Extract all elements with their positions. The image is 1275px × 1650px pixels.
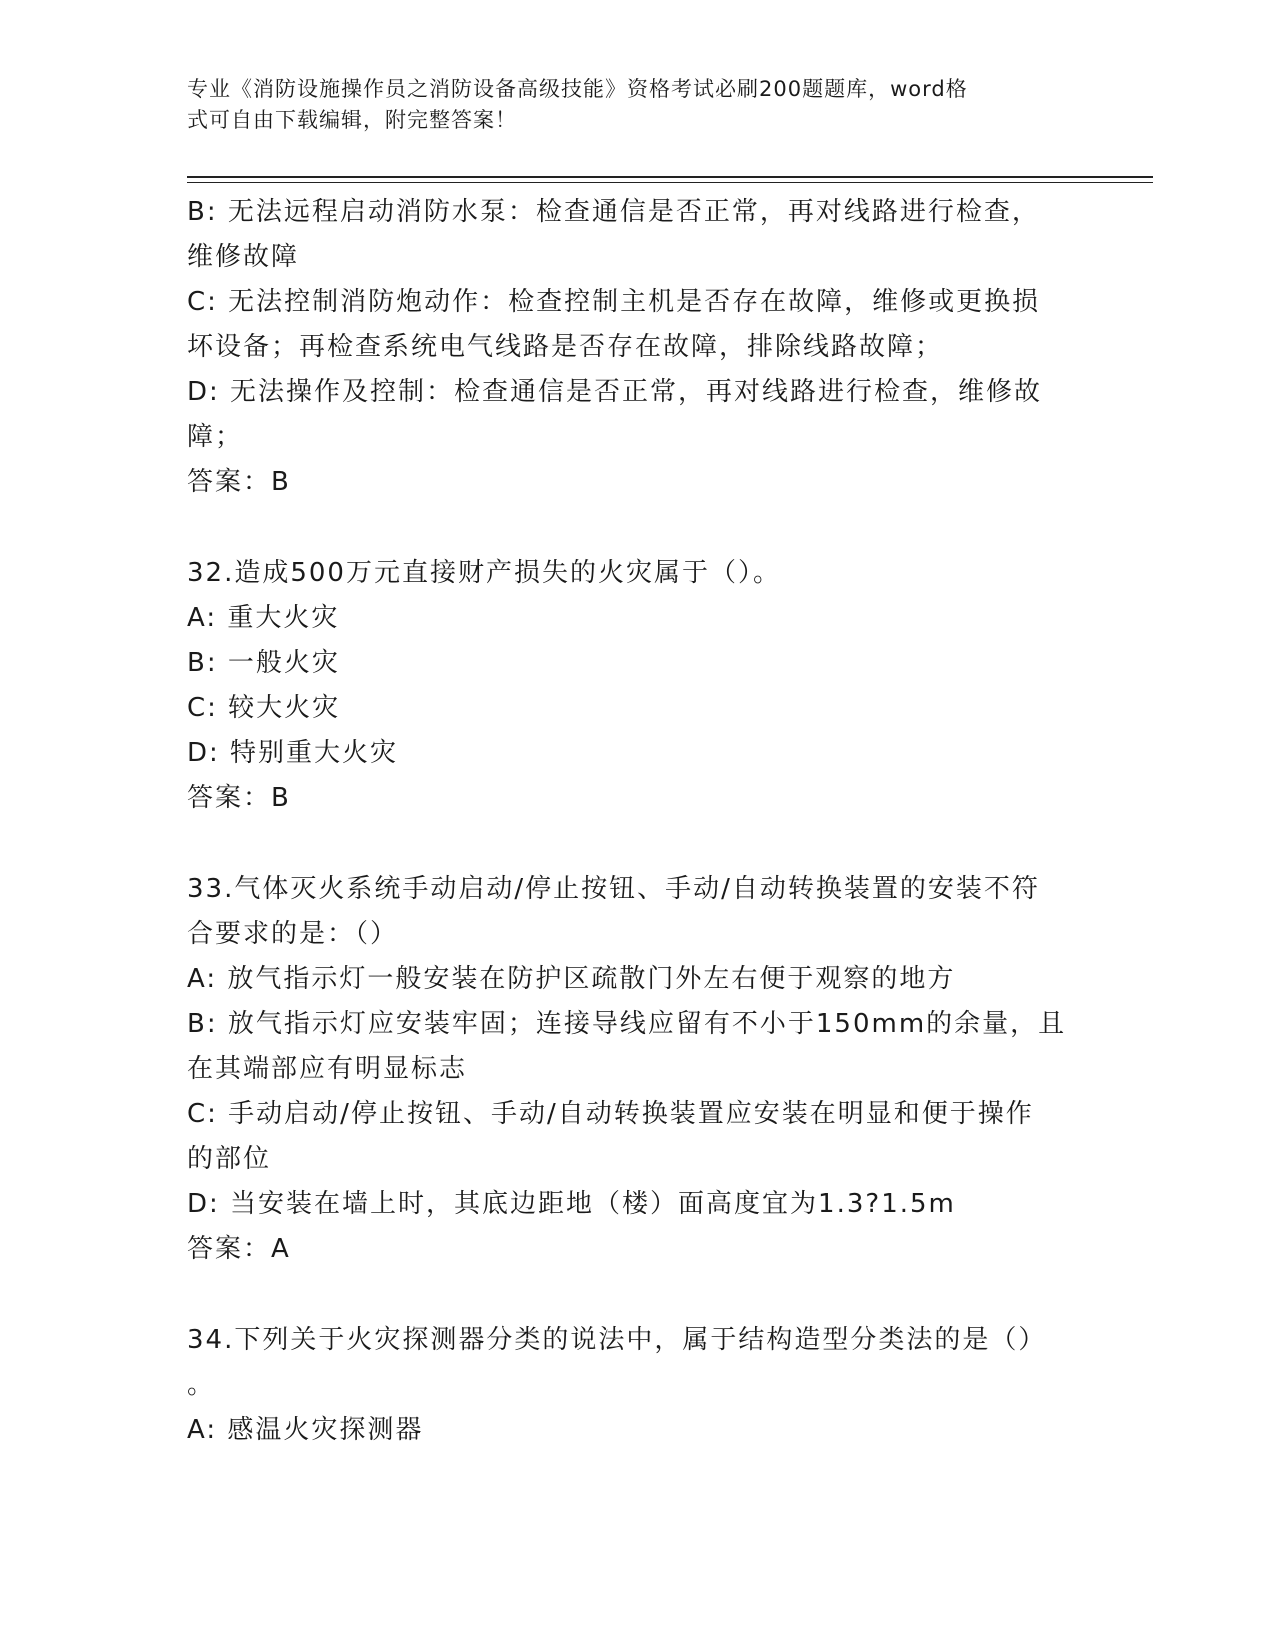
q33-option-b-line2: 在其端部应有明显标志 <box>187 1054 468 1084</box>
q31-option-b-line1: B: 无法远程启动消防水泵：检查通信是否正常，再对线路进行检查， <box>187 197 1040 227</box>
q31-option-d-line1: D: 无法操作及控制：检查通信是否正常，再对线路进行检查，维修故 <box>187 377 1043 407</box>
q34-stem-line2: 。 <box>187 1370 216 1400</box>
q32-stem: 32.造成500万元直接财产损失的火灾属于（）。 <box>187 558 781 588</box>
document-header <box>187 74 1067 136</box>
spacer <box>187 821 1087 867</box>
q33-answer: 答案：A <box>187 1234 291 1264</box>
q31-answer: 答案：B <box>187 467 291 497</box>
q33-stem-line1: 33.气体灭火系统手动启动/停止按钮、手动/自动转换装置的安装不符 <box>187 874 1040 904</box>
q33-option-c-line2: 的部位 <box>187 1144 272 1174</box>
q32-option-b: B: 一般火灾 <box>187 648 340 678</box>
header-line-2: 式可自由下载编辑，附完整答案！ <box>187 108 517 132</box>
q32-option-d: D: 特别重大火灾 <box>187 738 399 768</box>
q31-option-c-line1: C: 无法控制消防炮动作：检查控制主机是否存在故障，维修或更换损 <box>187 287 1041 317</box>
q32-option-c: C: 较大火灾 <box>187 693 341 723</box>
q32-answer: 答案：B <box>187 783 291 813</box>
q31-option-c-line2: 坏设备；再检查系统电气线路是否存在故障，排除线路故障； <box>187 332 944 362</box>
q32-option-a: A: 重大火灾 <box>187 603 340 633</box>
q34-option-a: A: 感温火灾探测器 <box>187 1415 424 1445</box>
header-divider-thick <box>187 176 1153 178</box>
spacer <box>187 1272 1087 1318</box>
q33-stem-line2: 合要求的是：（） <box>187 919 399 949</box>
question-content <box>187 190 1087 1453</box>
q33-option-c-line1: C: 手动启动/停止按钮、手动/自动转换装置应安装在明显和便于操作 <box>187 1099 1034 1129</box>
q33-option-b-line1: B: 放气指示灯应安装牢固；连接导线应留有不小于150mm的余量，且 <box>187 1009 1067 1039</box>
q33-option-a: A: 放气指示灯一般安装在防护区疏散门外左右便于观察的地方 <box>187 964 956 994</box>
q34-stem-line1: 34.下列关于火灾探测器分类的说法中，属于结构造型分类法的是（） <box>187 1325 1047 1355</box>
header-divider-thin <box>187 182 1153 183</box>
header-line-1: 专业《消防设施操作员之消防设备高级技能》资格考试必刷200题题库，word格 <box>187 77 968 101</box>
q31-option-b-line2: 维修故障 <box>187 242 300 272</box>
q31-option-d-line2: 障； <box>187 422 244 452</box>
q33-option-d: D: 当安装在墙上时，其底边距地（楼）面高度宜为1.3?1.5m <box>187 1189 956 1219</box>
spacer <box>187 505 1087 551</box>
